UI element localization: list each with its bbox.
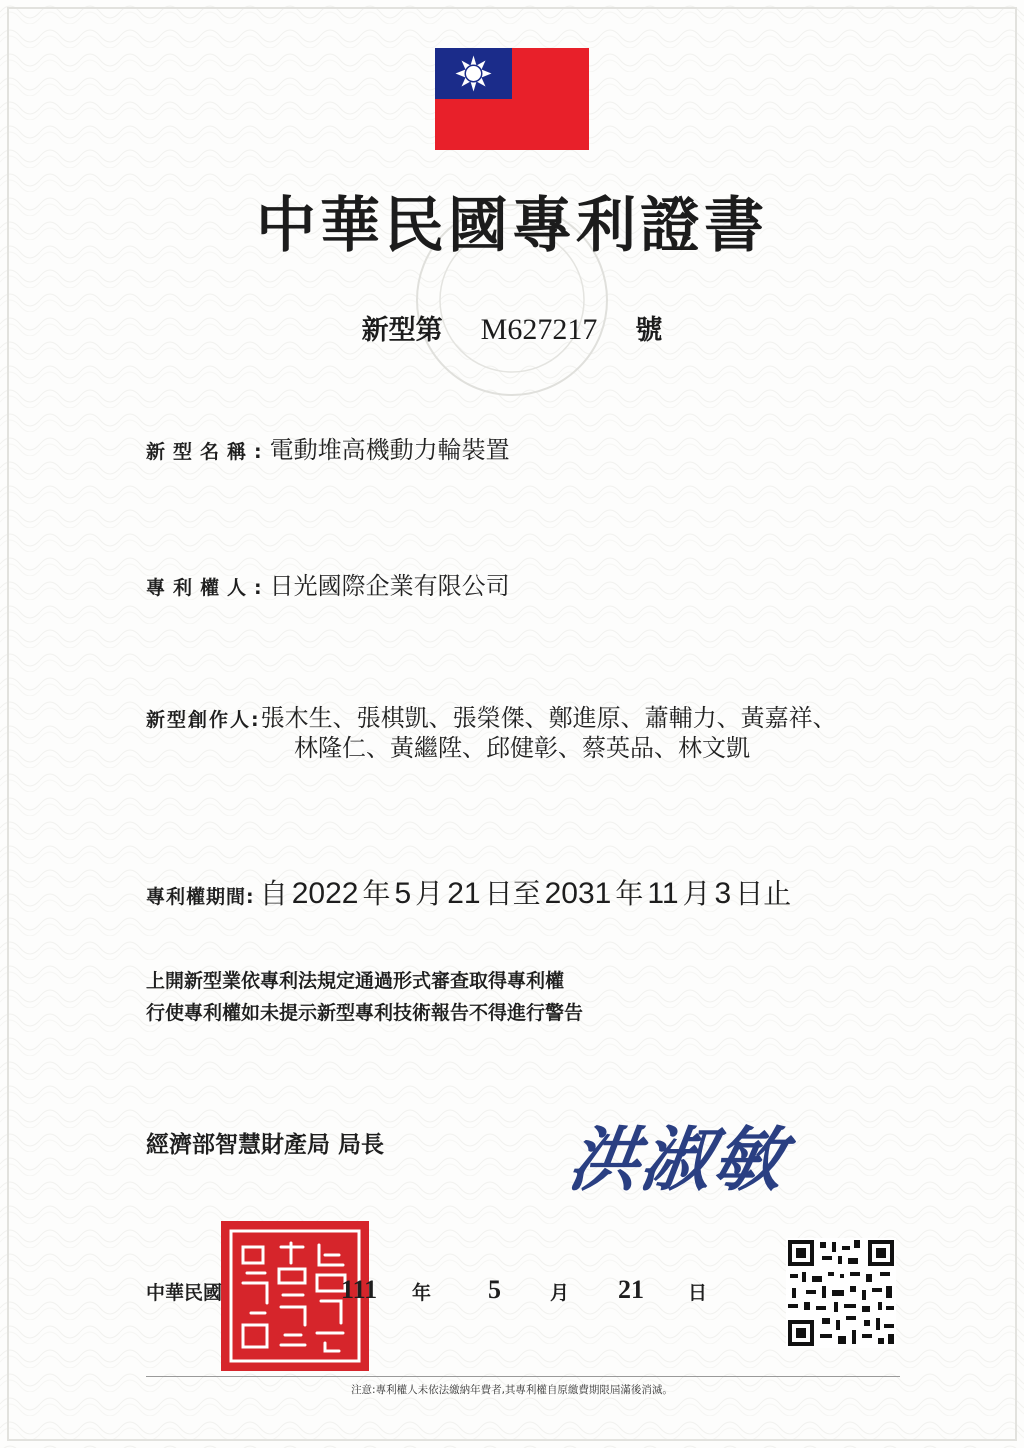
creators-line-2: 林隆仁、黃繼陞、邱健彰、蔡英品、林文凱 [294,734,750,762]
patent-number-line [0,308,1024,347]
patent-number: M627217 [480,313,598,346]
certificate-title: 中華民國專利證書 [256,191,768,261]
taiwan-flag-icon [435,48,589,150]
term-end-month: 11 [647,877,679,910]
patent-number-prefix: 新型第 [361,315,443,346]
term-end-year: 2031 [544,877,612,910]
term-start-month: 5 [394,877,412,910]
creators-line-1: 張木生、張棋凱、張榮傑、鄭進原、蕭輔力、黃嘉祥、 [260,704,837,732]
term-day-char: 日 [484,877,513,910]
utility-model-name-value: 電動堆高機動力輪裝置 [269,436,510,464]
patent-term-label: 專利權期間: [146,886,255,908]
office-director-title: 經濟部智慧財產局 局長 [146,1132,385,1158]
utility-model-name-row [146,430,510,465]
creators-label: 新型創作人: [146,709,261,731]
issue-day: 21 [618,1275,644,1304]
issue-month-char: 月 [550,1282,570,1304]
term-month-char-1: 月 [415,877,444,910]
patentee-label: 專利權人: [146,577,270,599]
term-year-char-2: 年 [615,877,644,910]
patentee-row [146,566,510,601]
qr-code-icon [786,1238,896,1348]
issue-year-char: 年 [412,1282,432,1304]
term-to-word: 至 [512,877,541,910]
patentee-value: 日光國際企業有限公司 [269,572,510,600]
patent-term-row [146,872,791,912]
issue-month: 5 [488,1275,501,1304]
issue-date-row [146,1275,846,1308]
footer-rule [146,1376,900,1377]
term-end-word: 日止 [735,877,792,910]
footer-note: 注意:專利權人未依法繳納年費者,其專利權自原繳費期限屆滿後消滅。 [351,1384,673,1396]
term-end-day: 3 [714,877,732,910]
issue-year: 111 [341,1275,378,1304]
issue-day-char: 日 [688,1282,708,1304]
term-start-day: 21 [447,877,481,910]
issue-date-era: 中華民國 [146,1282,223,1304]
term-year-char-1: 年 [362,877,391,910]
director-signature: 洪淑敏 [563,1118,792,1201]
notice-line-2: 行使專利權如未提示新型專利技術報告不得進行警告 [146,1002,584,1024]
term-start-year: 2022 [291,877,359,910]
utility-model-name-label: 新型名稱: [146,441,270,463]
term-from-word: 自 [259,877,288,910]
patent-number-suffix: 號 [635,315,663,346]
term-month-char-2: 月 [682,877,711,910]
notice-line-1: 上開新型業依專利法規定通過形式審查取得專利權 [146,970,565,992]
